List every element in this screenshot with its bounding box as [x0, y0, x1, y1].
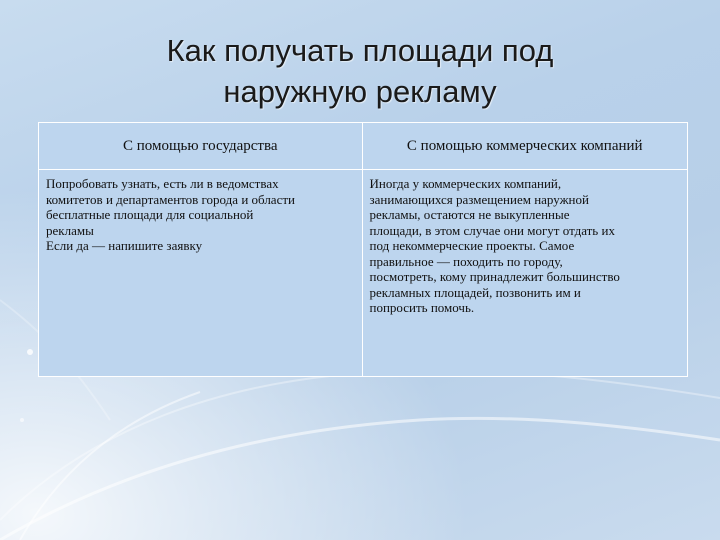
- text-line: рекламных площадей, позвонить им и: [369, 284, 581, 300]
- title-line-1: Как получать площади под: [166, 33, 554, 68]
- text-line: бесплатные площади для социальной: [46, 207, 254, 222]
- text-line: комитетов и департаментов города и области: [46, 191, 295, 207]
- text-line: попросить помочь.: [369, 300, 475, 315]
- text-line: рекламы: [46, 222, 94, 238]
- title-line-2: наружную рекламу: [223, 74, 497, 109]
- text-line: занимающихся размещением наружной: [369, 191, 589, 207]
- text-line: Если да — напишите заявку: [46, 238, 203, 253]
- comparison-table: [38, 122, 688, 377]
- text-line: посмотреть, кому принадлежит большинство: [369, 269, 620, 284]
- text-line: рекламы, остаются не выкупленные: [369, 207, 570, 222]
- header-government: С помощью государства: [39, 123, 363, 170]
- text-line: Иногда у коммерческих компаний,: [369, 176, 562, 191]
- text-line: под некоммерческие проекты. Самое: [369, 238, 575, 253]
- header-commercial: С помощью коммерческих компаний: [362, 123, 688, 170]
- table-row: [39, 170, 688, 377]
- text-line: площади, в этом случае они могут отдать их: [369, 222, 615, 238]
- text-line: правильное — походить по городу,: [369, 253, 563, 269]
- cell-commercial-advice: [362, 170, 688, 377]
- page-title: [0, 30, 720, 112]
- text-line: Попробовать узнать, есть ли в ведомствах: [46, 176, 279, 191]
- cell-government-advice: [39, 170, 363, 377]
- table-header-row: [39, 123, 688, 170]
